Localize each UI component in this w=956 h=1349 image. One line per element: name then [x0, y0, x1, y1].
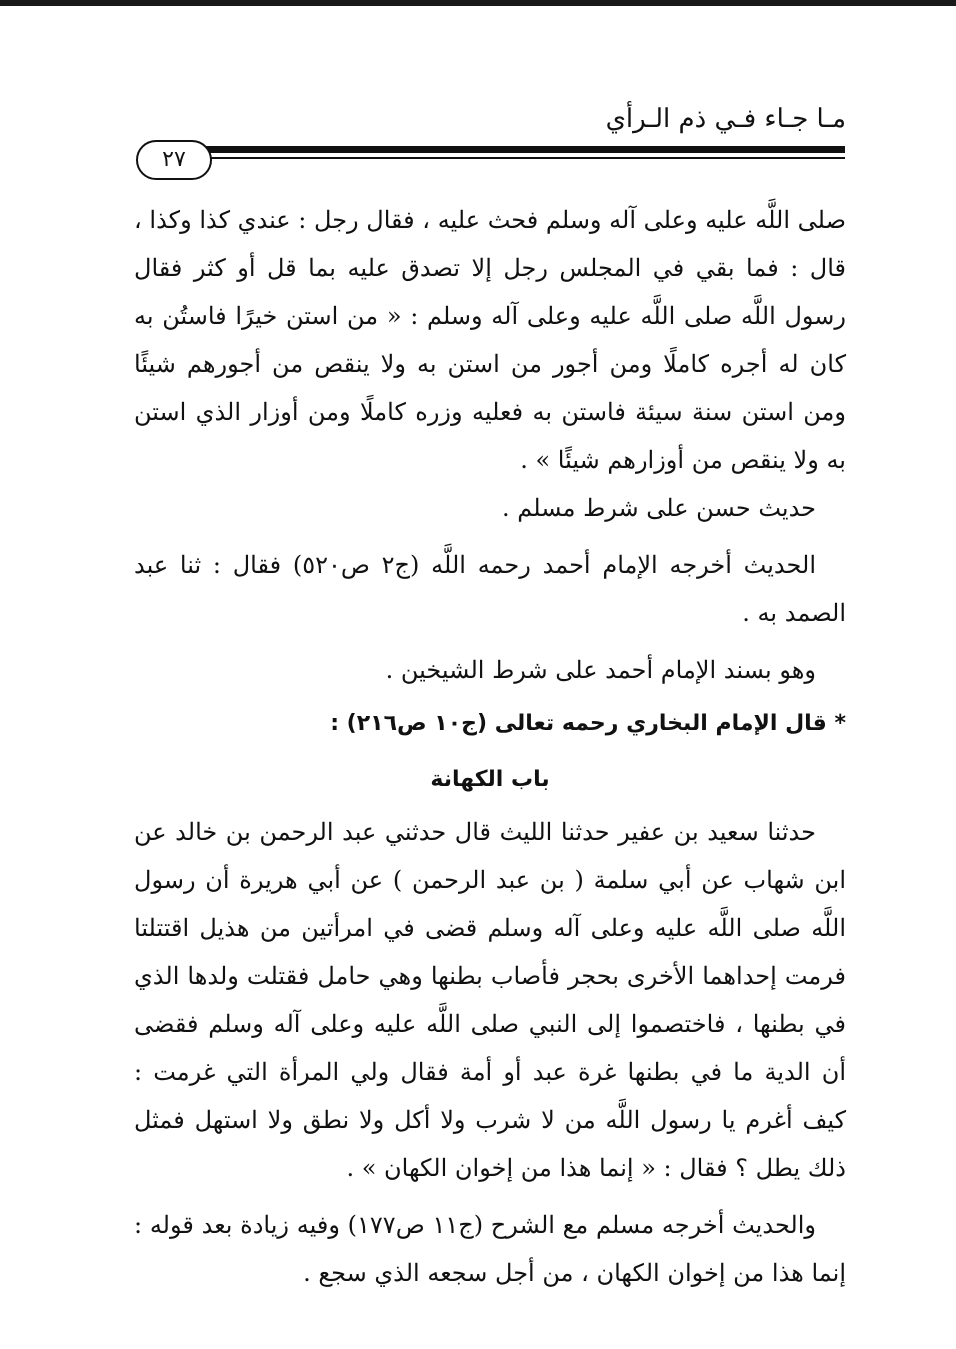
page-top-edge	[0, 0, 956, 6]
paragraph-grading: حديث حسن على شرط مسلم .	[502, 494, 816, 522]
chapter-title: باب الكهانة	[430, 767, 550, 792]
header-rule-thick	[200, 146, 845, 153]
running-title: مـا جـاء فـي ذم الـرأي	[605, 104, 846, 134]
section-heading-bukhari: * قال الإمام البخاري رحمه تعالى (ج١٠ ص٢١٦) :	[330, 711, 846, 736]
paragraph-kahana-hadith: حدثنا سعيد بن عفير حدثنا الليث قال حدثني عبد الرحمن بن خالد عن ابن شهاب عن أبي سلمة ( بن عبد الرحمن ) عن أبي هريرة أن رسول اللَّه صلى اللَّه عليه وعلى آله وسلم قضى في امرأتين من هذيل اقتتلتا فرمت إحداهما الأخرى بحجر فأصاب بطنها وهي حامل فقتلت ولدها الذي في بطنها ، فاختصموا إلى النبي صلى اللَّه عليه وعلى آله وسلم فقضى أن الدية ما في بطنها غرة عبد أو أمة فقال ولي المرأة التي غرمت : كيف أغرم يا رسول اللَّه من لا شرب ولا أكل ولا نطق ولا استهل فمثل ذلك يطل ؟ فقال : « إنما هذا من إخوان الكهان » .	[134, 818, 846, 1182]
paragraph-muslim-source: والحديث أخرجه مسلم مع الشرح (ج١١ ص١٧٧) وفيه زيادة بعد قوله : إنما هذا من إخوان الكهان ، من أجل سجعه الذي سجع .	[134, 1211, 846, 1287]
paragraph-hadith-continuation: صلى اللَّه عليه وعلى آله وسلم فحث عليه ، فقال رجل : عندي كذا وكذا ، قال : فما بقي في المجلس رجل إلا تصدق عليه بما قل أو كثر فقال رسول اللَّه صلى اللَّه عليه وعلى آله وسلم : « من استن خيرًا فاستُن به كان له أجره كاملًا ومن أجور من استن به ولا ينقص من أجورهم شيئًا ومن استن سنة سيئة فاستن به فعليه وزره كاملًا ومن أوزار الذي استن به ولا ينقص من أوزارهم شيئًا » .	[134, 206, 847, 474]
paragraph-ahmad-source: الحديث أخرجه الإمام أحمد رحمه اللَّه (ج٢ ص٥٢٠) فقال : ثنا عبد الصمد به .	[134, 551, 846, 627]
header-rule	[200, 144, 845, 166]
page-body	[134, 196, 846, 1297]
paragraph-chain-note: وهو بسند الإمام أحمد على شرط الشيخين .	[385, 656, 816, 684]
page-number: ٢٧	[136, 140, 212, 180]
header-rule-thin	[200, 157, 845, 159]
